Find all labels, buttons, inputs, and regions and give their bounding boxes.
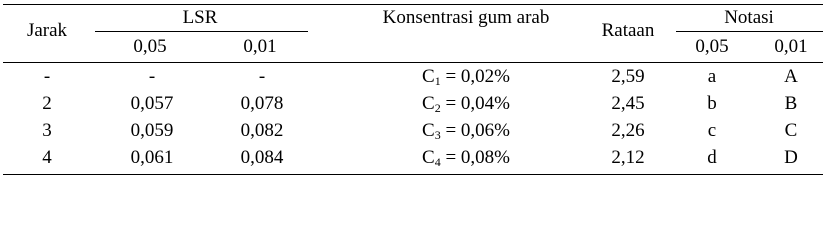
header-rataan: Rataan <box>601 20 655 41</box>
row-3-c-value: = 0,06% <box>440 120 510 141</box>
row-1-c-sub: 1 <box>434 74 441 88</box>
header-notasi: Notasi <box>724 7 774 28</box>
row-1-jarak: - <box>43 66 51 87</box>
row-3-lsr-001: 0,082 <box>240 120 284 141</box>
row-4-notasi-005: d <box>707 147 717 168</box>
row-3-lsr-005: 0,059 <box>130 120 174 141</box>
row-2-jarak: 2 <box>42 93 52 114</box>
row-1-rataan: 2,59 <box>611 66 645 87</box>
row-1-konsentrasi <box>422 65 510 89</box>
row-2-lsr-005: 0,057 <box>130 93 174 114</box>
header-lsr-001: 0,01 <box>243 36 277 57</box>
row-2-c-letter: C <box>422 93 435 114</box>
row-3-rataan: 2,26 <box>611 120 645 141</box>
row-2-konsentrasi <box>422 92 510 116</box>
row-2-rataan: 2,45 <box>611 93 645 114</box>
bottom-rule <box>3 174 823 175</box>
row-2-notasi-001: B <box>784 93 798 114</box>
row-4-jarak: 4 <box>42 147 52 168</box>
row-1-lsr-005: - <box>148 66 156 87</box>
header-konsentrasi: Konsentrasi gum arab <box>382 7 550 28</box>
row-2-notasi-005: b <box>707 93 717 114</box>
row-1-lsr-001: - <box>258 66 266 87</box>
row-4-konsentrasi <box>422 146 510 170</box>
row-4-c-value: = 0,08% <box>440 147 510 168</box>
row-1-notasi-005: a <box>707 66 717 87</box>
row-2-lsr-001: 0,078 <box>240 93 284 114</box>
header-lsr: LSR <box>182 7 218 28</box>
row-3-c-letter: C <box>422 120 435 141</box>
lsr-group-rule <box>95 31 308 32</box>
row-4-notasi-001: D <box>784 147 798 168</box>
header-lsr-005: 0,05 <box>133 36 167 57</box>
header-jarak: Jarak <box>26 20 68 41</box>
row-3-notasi-005: c <box>707 120 717 141</box>
row-4-rataan: 2,12 <box>611 147 645 168</box>
row-3-jarak: 3 <box>42 120 52 141</box>
row-4-c-letter: C <box>422 147 435 168</box>
row-2-c-value: = 0,04% <box>440 93 510 114</box>
row-3-notasi-001: C <box>784 120 798 141</box>
row-4-c-sub: 4 <box>434 155 441 169</box>
row-1-c-letter: C <box>422 66 435 87</box>
row-1-c-value: = 0,02% <box>440 66 510 87</box>
header-bottom-rule <box>3 62 823 63</box>
row-3-c-sub: 3 <box>434 128 441 142</box>
row-3-konsentrasi <box>422 119 510 143</box>
row-1-notasi-001: A <box>784 66 798 87</box>
row-4-lsr-001: 0,084 <box>240 147 284 168</box>
header-notasi-005: 0,05 <box>695 36 729 57</box>
row-4-lsr-005: 0,061 <box>130 147 174 168</box>
header-notasi-001: 0,01 <box>774 36 808 57</box>
top-rule <box>3 4 823 5</box>
notasi-group-rule <box>676 31 823 32</box>
row-2-c-sub: 2 <box>434 101 441 115</box>
